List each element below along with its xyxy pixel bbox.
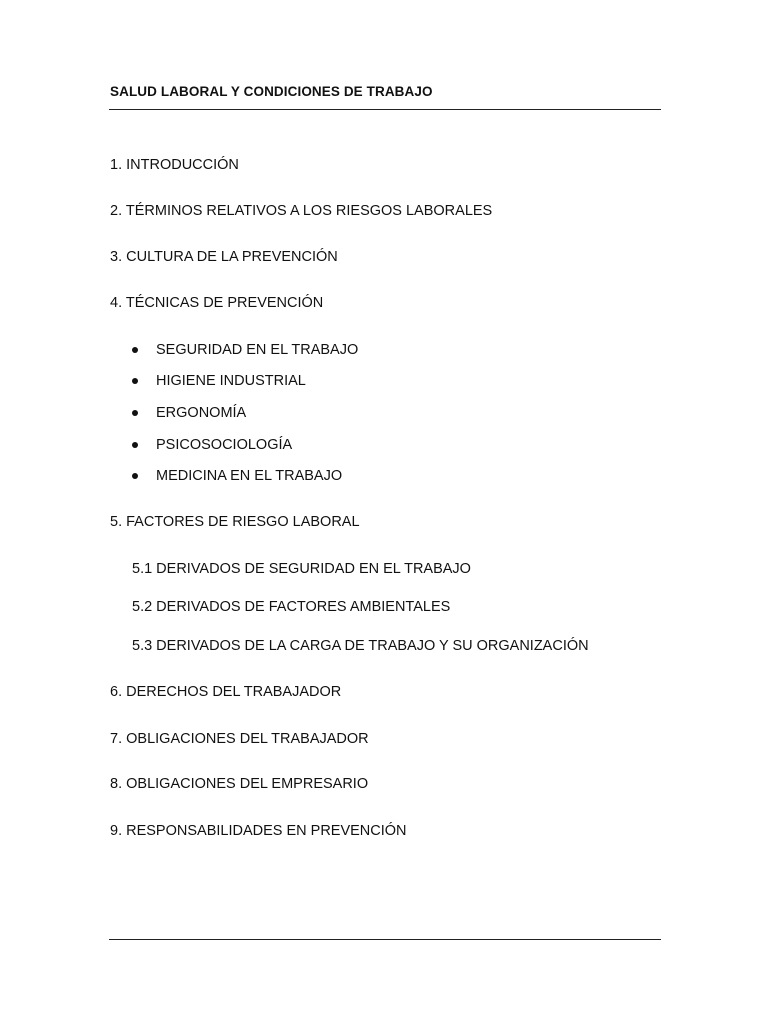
toc-section-5: 5. FACTORES DE RIESGO LABORAL xyxy=(110,514,360,530)
toc-bullet-item: HIGIENE INDUSTRIAL xyxy=(156,373,306,389)
bullet-icon xyxy=(132,378,138,384)
bullet-icon xyxy=(132,347,138,353)
header-divider xyxy=(109,109,661,110)
toc-section-4: 4. TÉCNICAS DE PREVENCIÓN xyxy=(110,295,324,311)
bullet-icon xyxy=(132,473,138,479)
document-title: SALUD LABORAL Y CONDICIONES DE TRABAJO xyxy=(110,84,433,99)
toc-section-9: 9. RESPONSABILIDADES EN PREVENCIÓN xyxy=(110,823,407,839)
toc-bullet-item: PSICOSOCIOLOGÍA xyxy=(156,437,293,453)
bullet-icon xyxy=(132,442,138,448)
toc-section-8: 8. OBLIGACIONES DEL EMPRESARIO xyxy=(110,776,369,792)
toc-bullet-item: SEGURIDAD EN EL TRABAJO xyxy=(156,342,359,358)
toc-section-1: 1. INTRODUCCIÓN xyxy=(110,157,239,173)
toc-bullet-item: ERGONOMÍA xyxy=(156,405,247,421)
toc-subsection-5-3: 5.3 DERIVADOS DE LA CARGA DE TRABAJO Y SU ORGANIZACIÓN xyxy=(132,638,589,654)
bullet-icon xyxy=(132,410,138,416)
toc-section-3: 3. CULTURA DE LA PREVENCIÓN xyxy=(110,249,338,265)
toc-bullet-item: MEDICINA EN EL TRABAJO xyxy=(156,468,343,484)
toc-section-6: 6. DERECHOS DEL TRABAJADOR xyxy=(110,684,342,700)
toc-section-7: 7. OBLIGACIONES DEL TRABAJADOR xyxy=(110,731,369,747)
toc-section-2: 2. TÉRMINOS RELATIVOS A LOS RIESGOS LABORALES xyxy=(110,203,493,219)
footer-divider xyxy=(109,939,661,940)
toc-subsection-5-2: 5.2 DERIVADOS DE FACTORES AMBIENTALES xyxy=(132,599,451,615)
toc-subsection-5-1: 5.1 DERIVADOS DE SEGURIDAD EN EL TRABAJO xyxy=(132,561,471,577)
